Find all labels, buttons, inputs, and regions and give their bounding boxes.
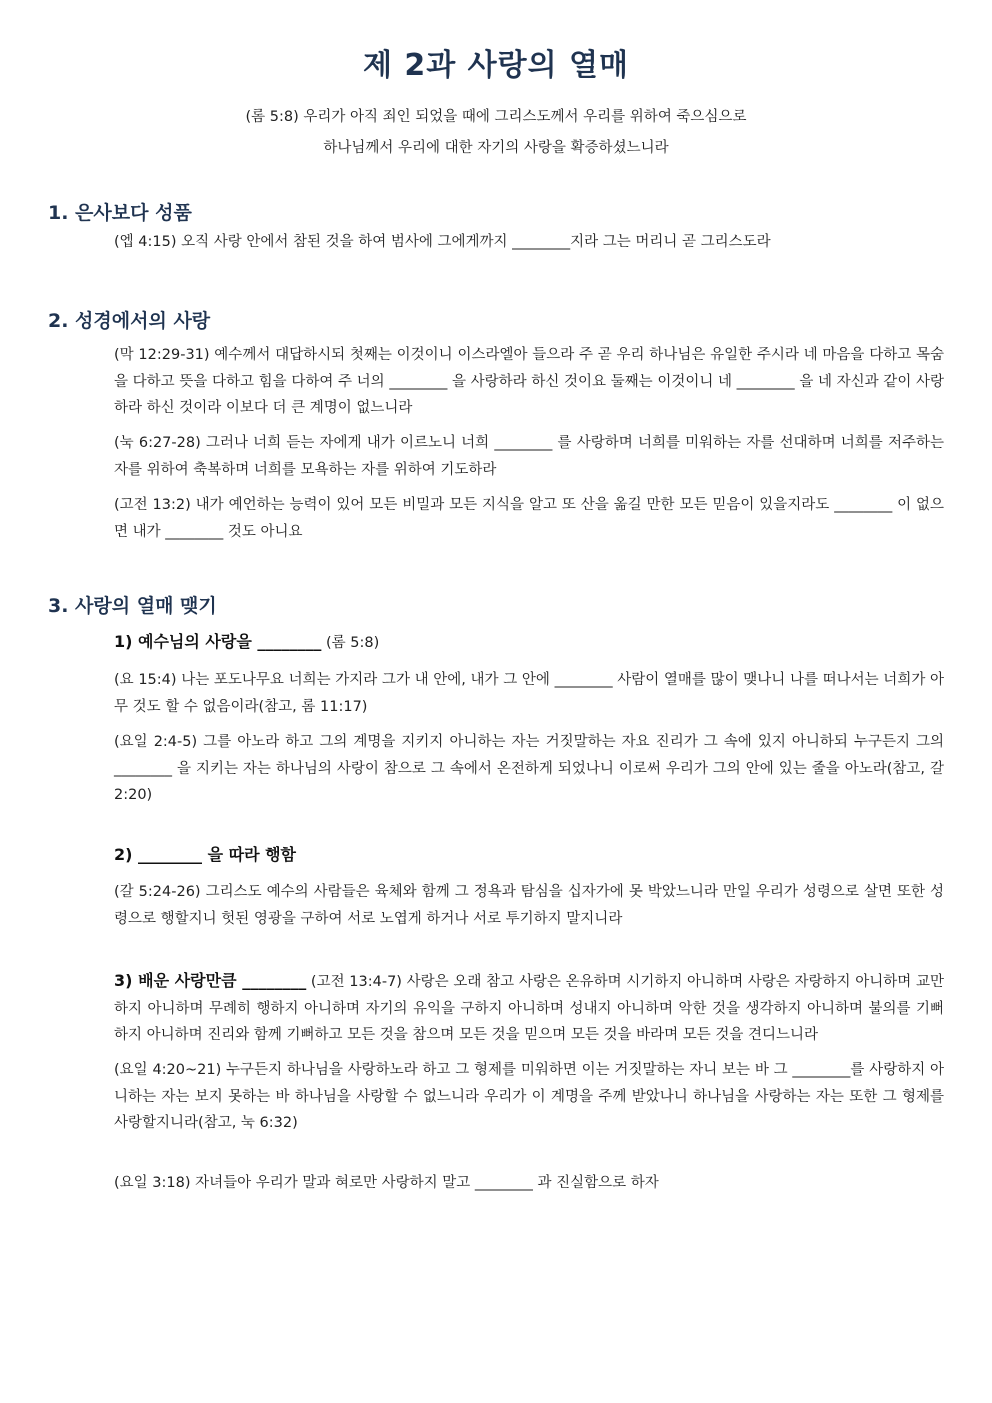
page-title: 제 2과 사랑의 열매 bbox=[362, 48, 630, 83]
section-heading-1: 1. 은사보다 성품 bbox=[48, 202, 192, 224]
section-heading-2: 2. 성경에서의 사랑 bbox=[48, 310, 211, 332]
verse-john-15-4: (요 15:4) 나는 포도나무요 너희는 가지라 그가 내 안에, 내가 그 안에 ________ 사람이 열매를 많이 맺나니 나를 떠나서는 너희가 아무 것도 할 수 없음이라(참고, 롬 11:17) bbox=[114, 672, 944, 715]
sub-heading-1-line bbox=[114, 629, 944, 657]
verse-luke-6: (눅 6:27-28) 그러나 너희 듣는 자에게 내가 이르노니 너희 ________ 를 사랑하며 너희를 미워하는 자를 선대하며 너희를 저주하는 자를 위하여 축복하며 너희를 모욕하는 자를 위하여 기도하라 bbox=[114, 435, 944, 478]
sub-heading-3-block bbox=[114, 968, 944, 1049]
verse-gal-5-24: (갈 5:24-26) 그리스도 예수의 사람들은 육체와 함께 그 정욕과 탐심을 십자가에 못 박았느니라 만일 우리가 성령으로 살면 또한 성령으로 행할지니 헛된 영광을 구하여 서로 노엽게 하거나 서로 투기하지 말지니라 bbox=[114, 884, 944, 927]
sub-heading-1: 1) 예수님의 사랑을 ________ bbox=[114, 632, 322, 651]
verse-1john-3-18: (요일 3:18) 자녀들아 우리가 말과 혀로만 사랑하지 말고 ________ 과 진실함으로 하자 bbox=[114, 1175, 659, 1191]
verse-1cor-13-2: (고전 13:2) 내가 예언하는 능력이 있어 모든 비밀과 모든 지식을 알고 또 산을 옮길 만한 모든 믿음이 있을지라도 ________ 이 없으면 내가 ________ 것도 아니요 bbox=[114, 497, 944, 540]
section-heading-3: 3. 사랑의 열매 맺기 bbox=[48, 595, 217, 617]
verse-1john-2-4: (요일 2:4-5) 그를 아노라 하고 그의 계명을 지키지 아니하는 자는 거짓말하는 자요 진리가 그 속에 있지 아니하되 누구든지 그의 ________ 을 지키는 자는 하나님의 사랑이 참으로 그 속에서 온전하게 되었나니 이로써 우리가 그의 안에 있는 줄을 아노라(참고, 갈 2:20) bbox=[114, 734, 944, 803]
sub-heading-2-line bbox=[114, 842, 944, 870]
verse-eph-4-15: (엡 4:15) 오직 사랑 안에서 참된 것을 하여 범사에 그에게까지 ________지라 그는 머리니 곧 그리스도라 bbox=[114, 234, 771, 250]
sub-heading-3: 3) 배운 사랑만큼 ________ bbox=[114, 971, 307, 990]
sub-heading-2: 2) ________ 을 따라 행함 bbox=[114, 845, 297, 864]
verse-1john-4-20: (요일 4:20~21) 누구든지 하나님을 사랑하노라 하고 그 형제를 미워하면 이는 거짓말하는 자니 보는 바 그 ________를 사랑하지 아니하는 자는 보지 못하는 바 하나님을 사랑할 수 없느니라 우리가 이 계명을 주께 받았나니 하나님을 사랑하는 자는 또한 그 형제를 사랑할지니라(참고, 눅 6:32) bbox=[114, 1062, 944, 1131]
key-verse-line-2: 하나님께서 우리에 대한 자기의 사랑을 확증하셨느니라 bbox=[323, 140, 669, 156]
verse-mark-12: (막 12:29-31) 예수께서 대답하시되 첫째는 이것이니 이스라엘아 들으라 주 곧 우리 하나님은 유일한 주시라 네 마음을 다하고 목숨을 다하고 뜻을 다하고 힘을 다하여 주 너의 ________ 을 사랑하라 하신 것이요 둘째는 이것이니 네 ________ 을 네 자신과 같이 사랑하라 하신 것이라 이보다 더 큰 계명이 없느니라 bbox=[114, 347, 944, 416]
key-verse-line-1: (롬 5:8) 우리가 아직 죄인 되었을 때에 그리스도께서 우리를 위하여 죽으심으로 bbox=[245, 109, 747, 125]
verse-1cor-13-4: (고전 13:4-7) 사랑은 오래 참고 사랑은 온유하며 시기하지 아니하며 사랑은 자랑하지 아니하며 교만하지 아니하며 무례히 행하지 아니하며 자기의 유익을 구하지 아니하며 성내지 아니하며 악한 것을 생각하지 아니하며 불의를 기뻐하지 아니하며 진리와 함께 기뻐하고 모든 것을 참으며 모든 것을 믿으며 모든 것을 바라며 모든 것을 견디느니라 bbox=[114, 974, 944, 1043]
sub-heading-1-ref: (롬 5:8) bbox=[321, 635, 380, 651]
